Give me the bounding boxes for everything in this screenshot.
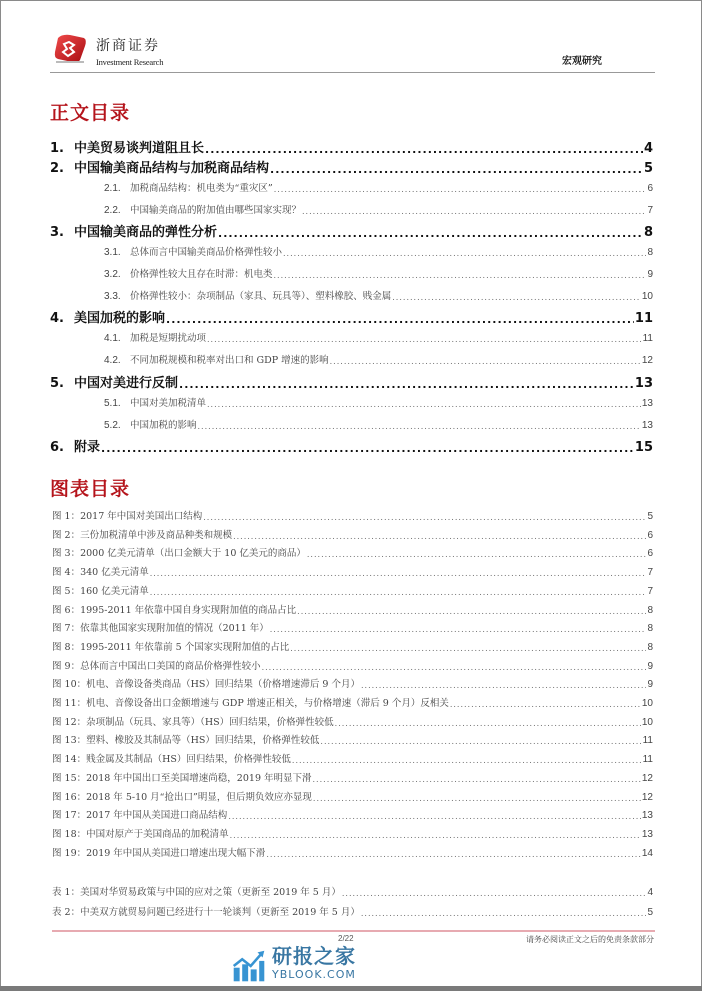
toc-entry-title: 加税商品结构：机电类为“重灾区” [130, 183, 273, 194]
table-list-entry[interactable] [52, 905, 653, 919]
toc-entry-number: 4.2. [104, 355, 121, 366]
watermark-chart-icon [232, 949, 266, 983]
toc-section-entry[interactable] [104, 181, 653, 195]
dot-leader [203, 512, 646, 523]
toc-chapter-entry[interactable] [50, 309, 653, 327]
figure-list-entry[interactable] [52, 621, 653, 635]
toc-title: 正文目录 [50, 102, 131, 124]
toc-entry-label [50, 375, 178, 392]
toc-entry-label [104, 246, 282, 259]
dot-leader [307, 549, 647, 560]
table-entry-title: 表 1：美国对华贸易政策与中国的应对之策（更新至 2019 年 5 月） [52, 887, 341, 898]
figure-entry-title: 图 5：160 亿美元清单 [52, 585, 149, 597]
toc-entry-title: 中国加税的影响 [130, 420, 197, 431]
toc-entry-label [50, 140, 204, 157]
toc-entry-page: 4 [643, 141, 653, 156]
figure-entry-page: 12 [641, 772, 653, 784]
toc-chapter-entry[interactable] [50, 139, 653, 157]
toc-entry-number: 3.2. [104, 269, 121, 280]
figure-entry-title: 图 9：总体而言中国出口美国的商品价格弹性较小 [52, 660, 261, 672]
figure-entry-page: 12 [641, 791, 653, 803]
page-bottom-bar [0, 986, 702, 991]
figure-list-entry[interactable] [52, 733, 653, 747]
toc-entry-number: 3. [50, 225, 64, 240]
dot-leader [262, 662, 647, 673]
figure-list-entry[interactable] [52, 715, 653, 729]
toc-chapter-entry[interactable] [50, 159, 653, 177]
toc-entry-number: 5.1. [104, 398, 121, 409]
toc-entry-title: 中国对美进行反制 [74, 376, 179, 391]
header-divider [50, 72, 655, 73]
dot-leader [218, 227, 643, 241]
figure-list-entry[interactable] [52, 808, 653, 822]
toc-section-entry[interactable] [104, 396, 653, 410]
toc-section-entry[interactable] [104, 245, 653, 259]
toc-entry-label [104, 332, 206, 345]
figure-entry-page: 5 [647, 511, 653, 522]
toc-entry-label [104, 204, 301, 217]
toc-entry-label [50, 439, 100, 456]
logo-english-name: Investment Research [96, 57, 164, 67]
dot-leader [450, 699, 641, 710]
logo-chinese-name: 浙商证券 [96, 38, 160, 54]
figure-entry-title: 图 13：塑料、橡胶及其制品等（HS）回归结果，价格弹性较低 [52, 735, 320, 747]
figure-list-entry[interactable] [52, 752, 653, 766]
toc-entry-number: 5.2. [104, 420, 121, 431]
figure-list-entry[interactable] [52, 846, 653, 860]
dot-leader [361, 680, 646, 691]
dot-leader [283, 248, 646, 259]
figure-list-entry[interactable] [52, 640, 653, 654]
dot-leader [292, 755, 642, 766]
figure-entry-title: 图 11：机电、音像设备出口金额增速与 GDP 增速正相关，与价格增速（滞后 9 个月）反相关 [52, 698, 449, 709]
toc-entry-label [104, 290, 391, 303]
figure-entry-title: 图 2：三份加税清单中涉及商品种类和规模 [52, 529, 233, 541]
toc-entry-title: 中国对美加税清单 [130, 398, 207, 409]
figure-entry-page: 14 [641, 847, 653, 859]
dot-leader [297, 606, 646, 617]
toc-entry-label [50, 224, 217, 241]
figure-entry-page: 13 [641, 810, 653, 822]
toc-chapter-entry[interactable] [50, 374, 653, 392]
watermark [232, 945, 432, 985]
toc-entry-page: 7 [647, 205, 653, 216]
watermark-chinese: 研报之家 [272, 944, 356, 968]
figure-entry-title: 图 10：机电、音像设备类商品（HS）回归结果（价格增速滞后 9 个月） [52, 679, 360, 691]
figure-entry-page: 8 [647, 641, 653, 653]
figures-title: 图表目录 [50, 478, 131, 500]
dot-leader [233, 531, 646, 542]
dot-leader [361, 908, 647, 919]
toc-entry-number: 4.1. [104, 333, 121, 344]
table-list-entry[interactable] [52, 885, 653, 899]
toc-entry-title: 美国加税的影响 [74, 311, 166, 326]
toc-entry-number: 4. [50, 311, 64, 326]
toc-entry-number: 5. [50, 376, 64, 391]
figure-entry-title: 图 4：340 亿美元清单 [52, 567, 149, 579]
figure-entry-title: 图 3：2000 亿美元清单（出口金额大于 10 亿美元的商品） [52, 548, 306, 560]
toc-entry-page: 9 [647, 269, 653, 280]
figure-list-entry[interactable] [52, 565, 653, 579]
figure-entry-title: 图 15：2018 年中国出口至美国增速尚稳，2019 年明显下滑 [52, 772, 312, 784]
toc-entry-page: 15 [634, 440, 653, 455]
toc-entry-title: 加税是短期扰动项 [130, 333, 207, 344]
figure-entry-page: 9 [647, 660, 653, 672]
figure-entry-page: 8 [647, 604, 653, 616]
dot-leader [228, 811, 641, 822]
toc-section-entry[interactable] [104, 267, 653, 281]
toc-entry-number: 2.2. [104, 205, 121, 216]
dot-leader [270, 624, 647, 635]
toc-entry-title: 不同加税规模和税率对出口和 GDP 增速的影响 [130, 355, 329, 366]
figure-entry-page: 11 [642, 754, 653, 766]
figure-list-entry[interactable] [52, 677, 653, 691]
figure-entry-title: 图 17：2017 年中国从美国进口商品结构 [52, 810, 228, 822]
toc-entry-page: 8 [647, 247, 653, 258]
figure-entry-title: 图 6：1995-2011 年依靠中国自身实现附加值的商品占比 [52, 604, 297, 616]
watermark-english: YBLOOK.COM [272, 968, 356, 981]
figure-entry-page: 10 [641, 698, 653, 709]
figure-entry-title: 图 14：贱金属及其制品（HS）回归结果，价格弹性较低 [52, 754, 291, 766]
dot-leader [335, 718, 641, 729]
dot-leader [313, 774, 641, 785]
table-entry-page: 4 [647, 887, 653, 898]
figure-list-entry[interactable] [52, 546, 653, 560]
toc-entry-title: 中国输美商品的附加值由哪些国家实现？ [130, 205, 302, 216]
figure-list-entry[interactable] [52, 528, 653, 542]
figure-entry-title: 图 12：杂项制品（玩具、家具等）（HS）回归结果，价格弹性较低 [52, 716, 334, 728]
figure-entry-page: 8 [647, 623, 653, 635]
toc-entry-page: 13 [634, 376, 653, 391]
table-entry-title: 表 2：中美双方就贸易问题已经进行十一轮谈判（更新至 2019 年 5 月） [52, 907, 360, 918]
footer-divider [52, 930, 655, 932]
toc-entry-number: 6. [50, 440, 64, 455]
toc-section-entry[interactable] [104, 203, 653, 217]
figure-entry-title: 图 7：依靠其他国家实现附加值的情况（2011 年） [52, 623, 269, 635]
dot-leader [313, 793, 641, 804]
toc-entry-page: 13 [641, 398, 653, 409]
figure-list-entry[interactable] [52, 584, 653, 598]
zheshang-logo-icon [52, 34, 88, 64]
toc-entry-title: 中国输美商品结构与加税商品结构 [74, 161, 270, 176]
toc-entry-page: 10 [641, 291, 653, 302]
dot-leader [207, 334, 642, 345]
toc-entry-number: 3.3. [104, 291, 121, 302]
page-number: 2/22 [338, 934, 354, 943]
figure-entry-page: 11 [642, 735, 653, 747]
toc-entry-label [104, 268, 273, 281]
dot-leader [207, 399, 641, 410]
dot-leader [290, 643, 646, 654]
figure-list-entry[interactable] [52, 509, 653, 523]
figure-entry-title: 图 16：2018 年 5-10 月“抢出口”明显，但后期负效应亦显现 [52, 791, 312, 803]
toc-entry-label [104, 354, 329, 367]
figure-entry-title: 图 8：1995-2011 年依靠前 5 个国家实现附加值的占比 [52, 641, 290, 653]
toc-chapter-entry[interactable] [50, 223, 653, 241]
figure-entry-page: 7 [647, 585, 653, 597]
figure-entry-title: 图 1：2017 年中国对美国出口结构 [52, 511, 203, 522]
figure-list-entry[interactable] [52, 771, 653, 785]
figure-entry-page: 6 [647, 548, 653, 560]
toc-entry-title: 总体而言中国输美商品价格弹性较小 [130, 247, 283, 258]
figure-list-entry[interactable] [52, 696, 653, 710]
toc-entry-label [104, 182, 273, 195]
disclaimer-text: 请务必阅读正文之后的免责条款部分 [526, 935, 654, 944]
dot-leader [150, 568, 647, 579]
toc-entry-page: 12 [641, 355, 653, 366]
toc-entry-page: 11 [642, 333, 653, 344]
dot-leader [274, 270, 647, 281]
figure-list-entry[interactable] [52, 790, 653, 804]
toc-entry-label [104, 397, 206, 410]
toc-entry-page: 13 [641, 420, 653, 431]
figure-entry-page: 10 [641, 716, 653, 728]
toc-entry-label [50, 310, 165, 327]
toc-section-entry[interactable] [104, 331, 653, 345]
figure-entry-title: 图 19：2019 年中国从美国进口增速出现大幅下滑 [52, 847, 266, 859]
dot-leader [150, 587, 647, 598]
dot-leader [198, 421, 641, 432]
figure-entry-title: 图 18：中国对原产于美国商品的加税清单 [52, 828, 229, 840]
dot-leader [179, 378, 634, 392]
toc-section-entry[interactable] [104, 289, 653, 303]
toc-entry-title: 价格弹性较小：杂项制品（家具、玩具等）、塑料橡胶、贱金属 [130, 291, 392, 302]
dot-leader [274, 184, 647, 195]
figure-list-entry[interactable] [52, 603, 653, 617]
dot-leader [101, 442, 634, 456]
figure-entry-page: 9 [647, 679, 653, 691]
dot-leader [266, 849, 641, 860]
toc-entry-number: 3.1. [104, 247, 121, 258]
toc-entry-label [104, 419, 197, 432]
dot-leader [166, 313, 634, 327]
dot-leader [330, 356, 641, 367]
toc-section-entry[interactable] [104, 418, 653, 432]
toc-entry-page: 11 [634, 311, 653, 326]
dot-leader [302, 206, 646, 217]
dot-leader [270, 163, 643, 177]
dot-leader [342, 888, 647, 899]
table-entry-page: 5 [647, 907, 653, 918]
toc-entry-number: 2.1. [104, 183, 121, 194]
toc-entry-number: 1. [50, 141, 64, 156]
toc-entry-page: 6 [647, 183, 653, 194]
dot-leader [392, 292, 641, 303]
toc-section-entry[interactable] [104, 353, 653, 367]
dot-leader [205, 143, 643, 157]
toc-entry-title: 中国输美商品的弹性分析 [74, 225, 218, 240]
figure-list-entry[interactable] [52, 659, 653, 673]
dot-leader [230, 830, 641, 841]
toc-chapter-entry[interactable] [50, 438, 653, 456]
figure-entry-page: 6 [647, 529, 653, 541]
figure-list-entry[interactable] [52, 827, 653, 841]
toc-entry-number: 2. [50, 161, 64, 176]
figure-entry-page: 13 [641, 828, 653, 840]
toc-entry-page: 5 [643, 161, 653, 176]
toc-entry-title: 附录 [74, 440, 101, 455]
toc-entry-label [50, 160, 269, 177]
toc-entry-title: 中美贸易谈判道阻且长 [74, 141, 205, 156]
figure-entry-page: 7 [647, 567, 653, 579]
toc-entry-page: 8 [643, 225, 653, 240]
toc-entry-title: 价格弹性较大且存在时滞：机电类 [130, 269, 273, 280]
dot-leader [320, 736, 641, 747]
report-category: 宏观研究 [562, 56, 602, 67]
